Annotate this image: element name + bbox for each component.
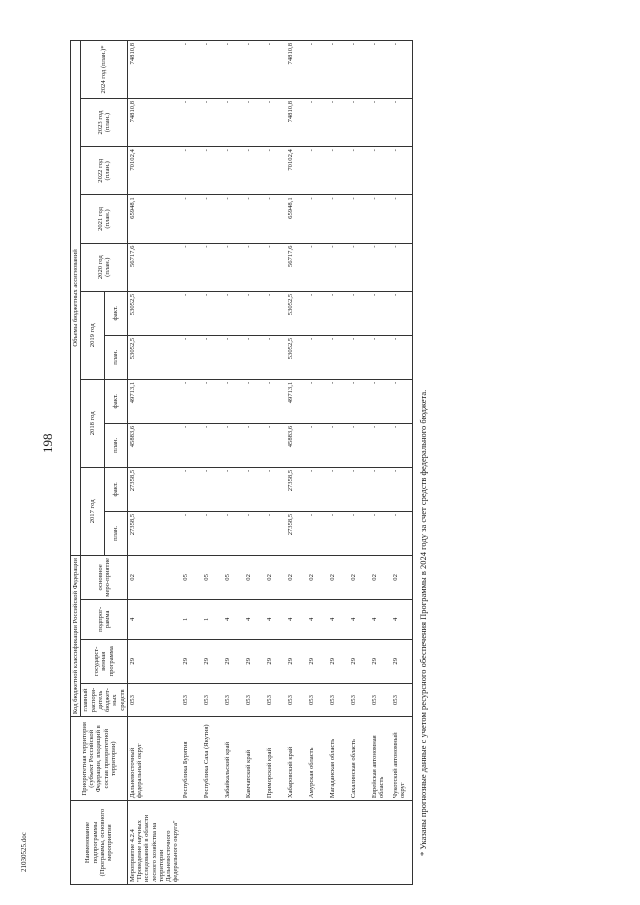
table-row	[286, 41, 307, 885]
cell-name	[328, 801, 349, 885]
cell-name	[265, 801, 286, 885]
cell-p17: -	[244, 511, 265, 555]
cell-territory: Камчатский край	[244, 717, 265, 801]
cell-territory: Магаданская область	[328, 717, 349, 801]
cell-y24: 74810,8	[127, 41, 180, 99]
cell-y21: -	[328, 195, 349, 243]
header-2017: 2017 год	[81, 467, 104, 555]
header-fact-2018: факт.	[104, 379, 127, 423]
cell-y23: -	[328, 98, 349, 146]
cell-f17: -	[328, 467, 349, 511]
cell-y21: -	[370, 195, 391, 243]
cell-y20: -	[328, 243, 349, 291]
cell-y20: -	[307, 243, 328, 291]
cell-y24: -	[349, 41, 370, 99]
cell-p17: -	[202, 511, 223, 555]
cell-f18: -	[349, 379, 370, 423]
cell-f17: -	[307, 467, 328, 511]
cell-territory: Дальневосточный федеральный округ	[127, 717, 180, 801]
cell-gp: 29	[328, 639, 349, 683]
cell-p18: 45883,6	[127, 423, 180, 467]
cell-y20: -	[223, 243, 244, 291]
cell-gp: 29	[286, 639, 307, 683]
cell-pp: 4	[307, 599, 328, 639]
cell-f19: -	[370, 291, 391, 335]
cell-y24: 74810,8	[286, 41, 307, 99]
cell-y22: -	[349, 147, 370, 195]
cell-p17: -	[370, 511, 391, 555]
cell-p17: 27358,5	[127, 511, 180, 555]
header-name: Наименование подпрограммы (Программы, основного мероприятия	[71, 801, 128, 885]
table-body	[127, 41, 412, 885]
cell-pp: 4	[391, 599, 413, 639]
cell-p18: -	[391, 423, 413, 467]
cell-f19: -	[265, 291, 286, 335]
cell-y20: 56717,6	[127, 243, 180, 291]
cell-y24: -	[181, 41, 202, 99]
cell-gp: 29	[391, 639, 413, 683]
cell-f17: -	[265, 467, 286, 511]
cell-y21: -	[244, 195, 265, 243]
header-territory: Приоритетная территория (субъект Российской Федерации, входящий в состав приоритетной территории)	[71, 717, 128, 801]
cell-y20: -	[370, 243, 391, 291]
cell-pp: 4	[286, 599, 307, 639]
cell-y23: 74810,8	[286, 98, 307, 146]
cell-y22: 70102,4	[286, 147, 307, 195]
cell-pp: 4	[370, 599, 391, 639]
cell-p18: -	[370, 423, 391, 467]
cell-f17: -	[391, 467, 413, 511]
cell-pp: 1	[202, 599, 223, 639]
cell-y24: -	[391, 41, 413, 99]
footnote: * Указаны прогнозные данные с учетом ресурсного обеспечения Программы в 2024 году за счет средств федерального бюджета.	[418, 389, 428, 856]
cell-territory: Чукотский автономный округ	[391, 717, 413, 801]
cell-name	[349, 801, 370, 885]
header-plan-2018: план.	[104, 423, 127, 467]
cell-p17: -	[391, 511, 413, 555]
cell-p17: -	[265, 511, 286, 555]
cell-y20: -	[349, 243, 370, 291]
header-2019: 2019 год	[81, 291, 104, 379]
cell-f19: -	[244, 291, 265, 335]
header-2018: 2018 год	[81, 379, 104, 467]
cell-f18: -	[391, 379, 413, 423]
cell-om: 02	[244, 555, 265, 599]
cell-y20: -	[265, 243, 286, 291]
cell-y21: -	[265, 195, 286, 243]
cell-p19: -	[307, 335, 328, 379]
cell-p19: -	[391, 335, 413, 379]
cell-om: 02	[328, 555, 349, 599]
cell-gp: 29	[181, 639, 202, 683]
table-row	[265, 41, 286, 885]
cell-y23: -	[181, 98, 202, 146]
cell-f19: -	[307, 291, 328, 335]
cell-f18: -	[223, 379, 244, 423]
cell-om: 02	[391, 555, 413, 599]
cell-y23: -	[223, 98, 244, 146]
header-fact-2017: факт.	[104, 467, 127, 511]
cell-gp: 29	[127, 639, 180, 683]
cell-territory: Сахалинская область	[349, 717, 370, 801]
cell-name	[307, 801, 328, 885]
cell-f18: -	[244, 379, 265, 423]
header-2020: 2020 год (план.)	[81, 243, 128, 291]
cell-territory: Республика Саха (Якутия)	[202, 717, 223, 801]
cell-p17: -	[328, 511, 349, 555]
cell-f18: -	[202, 379, 223, 423]
cell-f19: -	[391, 291, 413, 335]
cell-y22: -	[244, 147, 265, 195]
table-row	[349, 41, 370, 885]
cell-f19: -	[202, 291, 223, 335]
cell-p18: -	[181, 423, 202, 467]
cell-name	[391, 801, 413, 885]
cell-f18: -	[328, 379, 349, 423]
cell-grbs: 053	[349, 683, 370, 717]
cell-f18: 49713,1	[127, 379, 180, 423]
cell-pp: 4	[349, 599, 370, 639]
cell-grbs: 053	[181, 683, 202, 717]
cell-p19: -	[349, 335, 370, 379]
cell-territory: Республика Бурятия	[181, 717, 202, 801]
table-row	[202, 41, 223, 885]
cell-name	[370, 801, 391, 885]
table-row	[328, 41, 349, 885]
cell-p17: -	[307, 511, 328, 555]
cell-y23: -	[391, 98, 413, 146]
cell-y20: -	[391, 243, 413, 291]
cell-y22: -	[307, 147, 328, 195]
cell-grbs: 053	[286, 683, 307, 717]
cell-om: 02	[127, 555, 180, 599]
cell-p19: -	[265, 335, 286, 379]
cell-p17: -	[181, 511, 202, 555]
cell-p18: -	[328, 423, 349, 467]
cell-om: 05	[181, 555, 202, 599]
cell-territory: Хабаровский край	[286, 717, 307, 801]
cell-y23: -	[307, 98, 328, 146]
cell-f18: 49713,1	[286, 379, 307, 423]
cell-gp: 29	[370, 639, 391, 683]
cell-f19: -	[181, 291, 202, 335]
cell-y20: -	[181, 243, 202, 291]
header-fact-2019: факт.	[104, 291, 127, 335]
cell-om: 05	[202, 555, 223, 599]
header-code-group: Код бюджетной классификации Российской Федерации	[71, 555, 81, 716]
cell-om: 02	[370, 555, 391, 599]
cell-y22: -	[223, 147, 244, 195]
cell-grbs: 053	[223, 683, 244, 717]
cell-f19: 53052,5	[127, 291, 180, 335]
cell-om: 05	[223, 555, 244, 599]
cell-f17: -	[202, 467, 223, 511]
cell-name	[244, 801, 265, 885]
cell-p17: 27358,5	[286, 511, 307, 555]
cell-f17: -	[181, 467, 202, 511]
page-number: 198	[40, 433, 55, 453]
cell-f18: -	[307, 379, 328, 423]
cell-y20: 56717,6	[286, 243, 307, 291]
cell-gp: 29	[265, 639, 286, 683]
header-om: основное меро-приятие	[81, 555, 128, 599]
cell-f17: -	[223, 467, 244, 511]
document-id: 21030525.doc	[20, 832, 28, 872]
cell-f17: -	[370, 467, 391, 511]
cell-f17: -	[244, 467, 265, 511]
table-row	[181, 41, 202, 885]
table-row	[223, 41, 244, 885]
cell-y24: -	[328, 41, 349, 99]
cell-p17: -	[349, 511, 370, 555]
cell-p18: -	[223, 423, 244, 467]
cell-p19: -	[370, 335, 391, 379]
cell-y20: -	[202, 243, 223, 291]
cell-om: 02	[307, 555, 328, 599]
table-row	[370, 41, 391, 885]
cell-f19: -	[328, 291, 349, 335]
cell-f17: 27358,5	[127, 467, 180, 511]
header-2023: 2023 год (план.)	[81, 98, 128, 146]
cell-y23: -	[265, 98, 286, 146]
cell-f18: -	[265, 379, 286, 423]
cell-territory: Амурская область	[307, 717, 328, 801]
cell-y21: -	[202, 195, 223, 243]
budget-table-container	[70, 40, 410, 885]
header-gp: государст-венная программа	[81, 639, 128, 683]
cell-grbs: 053	[370, 683, 391, 717]
cell-y22: -	[202, 147, 223, 195]
cell-grbs: 053	[202, 683, 223, 717]
cell-y24: -	[265, 41, 286, 99]
cell-y21: -	[307, 195, 328, 243]
cell-name	[223, 801, 244, 885]
cell-y23: -	[349, 98, 370, 146]
cell-y23: -	[370, 98, 391, 146]
cell-y21: 65948,1	[286, 195, 307, 243]
header-2022: 2022 год (план.)	[81, 147, 128, 195]
header-pp: подпрог-рамма	[81, 599, 128, 639]
cell-p18: -	[265, 423, 286, 467]
cell-pp: 4	[328, 599, 349, 639]
header-plan-2017: план.	[104, 511, 127, 555]
cell-name	[286, 801, 307, 885]
cell-om: 02	[349, 555, 370, 599]
cell-y21: -	[391, 195, 413, 243]
cell-p19: 53052,5	[286, 335, 307, 379]
cell-y21: -	[349, 195, 370, 243]
cell-p18: -	[349, 423, 370, 467]
cell-grbs: 053	[127, 683, 180, 717]
cell-y21: 65948,1	[127, 195, 180, 243]
cell-y22: -	[181, 147, 202, 195]
cell-name	[181, 801, 202, 885]
table-row	[307, 41, 328, 885]
cell-y24: -	[202, 41, 223, 99]
table-row	[244, 41, 265, 885]
cell-pp: 4	[244, 599, 265, 639]
cell-y24: -	[223, 41, 244, 99]
cell-pp: 4	[223, 599, 244, 639]
cell-y22: -	[328, 147, 349, 195]
cell-gp: 29	[244, 639, 265, 683]
cell-y21: -	[223, 195, 244, 243]
cell-om: 02	[286, 555, 307, 599]
cell-grbs: 053	[244, 683, 265, 717]
header-2024: 2024 год (план.)*	[81, 41, 128, 99]
cell-p19: -	[223, 335, 244, 379]
cell-p18: -	[307, 423, 328, 467]
cell-y24: -	[370, 41, 391, 99]
cell-name	[202, 801, 223, 885]
table-row	[391, 41, 413, 885]
cell-y23: 74810,8	[127, 98, 180, 146]
cell-gp: 29	[349, 639, 370, 683]
cell-grbs: 053	[391, 683, 413, 717]
cell-y23: -	[244, 98, 265, 146]
cell-pp: 4	[127, 599, 180, 639]
cell-y22: -	[265, 147, 286, 195]
cell-f19: 53052,5	[286, 291, 307, 335]
cell-om: 02	[265, 555, 286, 599]
cell-name: Мероприятие 4.2.4 "Проведение научных исследований в области лесного хозяйства на территории Дальневосточного федерального округа"	[127, 801, 180, 885]
budget-table	[70, 40, 413, 885]
cell-y20: -	[244, 243, 265, 291]
cell-gp: 29	[202, 639, 223, 683]
header-volumes-group: Объемы бюджетных ассигнований	[71, 41, 81, 556]
cell-f17: 27358,5	[286, 467, 307, 511]
cell-f17: -	[349, 467, 370, 511]
cell-pp: 4	[265, 599, 286, 639]
cell-p19: 53052,5	[127, 335, 180, 379]
cell-p18: -	[244, 423, 265, 467]
cell-y22: -	[391, 147, 413, 195]
cell-y24: -	[307, 41, 328, 99]
cell-grbs: 053	[265, 683, 286, 717]
cell-grbs: 053	[307, 683, 328, 717]
header-2021: 2021 год (план.)	[81, 195, 128, 243]
cell-y22: 70102,4	[127, 147, 180, 195]
cell-p17: -	[223, 511, 244, 555]
cell-p19: -	[202, 335, 223, 379]
cell-p19: -	[328, 335, 349, 379]
cell-f19: -	[349, 291, 370, 335]
cell-f18: -	[181, 379, 202, 423]
cell-grbs: 053	[328, 683, 349, 717]
table-row	[127, 41, 180, 885]
header-plan-2019: план.	[104, 335, 127, 379]
cell-y24: -	[244, 41, 265, 99]
cell-territory: Еврейская автономная область	[370, 717, 391, 801]
cell-y21: -	[181, 195, 202, 243]
cell-p18: -	[202, 423, 223, 467]
cell-y23: -	[202, 98, 223, 146]
cell-gp: 29	[223, 639, 244, 683]
cell-f18: -	[370, 379, 391, 423]
cell-territory: Приморский край	[265, 717, 286, 801]
header-grbs: главный распоря-дитель бюджет-ных средств	[81, 683, 128, 717]
cell-territory: Забайкальский край	[223, 717, 244, 801]
cell-y22: -	[370, 147, 391, 195]
cell-pp: 1	[181, 599, 202, 639]
cell-f19: -	[223, 291, 244, 335]
cell-p19: -	[244, 335, 265, 379]
cell-p19: -	[181, 335, 202, 379]
cell-p18: 45883,6	[286, 423, 307, 467]
cell-gp: 29	[307, 639, 328, 683]
